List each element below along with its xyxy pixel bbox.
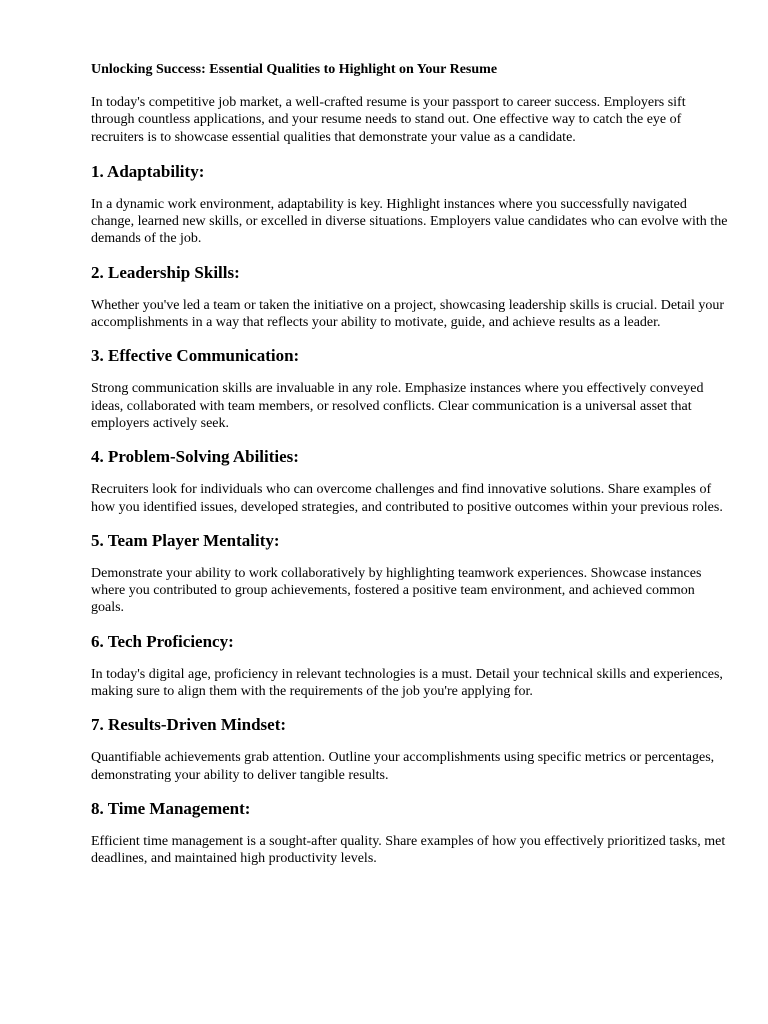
section-body: Efficient time management is a sought-after quality. Share examples of how you effectively prioritized tasks, met deadlines, and maintained high productivity levels.	[91, 833, 726, 867]
intro-paragraph: In today's competitive job market, a well-crafted resume is your passport to career success. Employers sift through countless applications, and your resume needs to stand out. One effective way to catch the eye of recruiters is to showcase essential qualities that demonstrate your value as a candidate.	[91, 95, 686, 145]
document-title: Unlocking Success: Essential Qualities to Highlight on Your Resume	[91, 62, 498, 77]
section-heading: 5. Team Player Mentality:	[91, 530, 280, 550]
section-heading: 6. Tech Proficiency:	[91, 631, 234, 651]
section-effective-communication	[91, 346, 728, 432]
section-heading: 4. Problem-Solving Abilities:	[91, 447, 299, 467]
section-body: Quantifiable achievements grab attention. Outline your accomplishments using specific metrics or percentages, demonstrating your ability to deliver tangible results.	[91, 750, 715, 783]
section-body: Recruiters look for individuals who can overcome challenges and find innovative solutions. Share examples of how you identified issues, developed strategies, and contributed to positive outcomes within your previous roles.	[91, 482, 723, 515]
section-body: In a dynamic work environment, adaptability is key. Highlight instances where you successfully navigated change, learned new skills, or excelled in diverse situations. Employers value candidates who can evolve with the demands of the job.	[91, 196, 728, 247]
section-heading: 2. Leadership Skills:	[91, 262, 240, 282]
section-problem-solving	[91, 447, 728, 516]
section-heading: 7. Results-Driven Mindset:	[91, 715, 287, 735]
section-adaptability	[91, 162, 728, 248]
section-heading: 3. Effective Communication:	[91, 346, 300, 366]
section-heading: 8. Time Management:	[91, 798, 251, 818]
section-body: Demonstrate your ability to work collaboratively by highlighting teamwork experiences. Showcase instances where you contributed to group achievements, fostered a positive team environment, and achieved common goals.	[91, 565, 702, 616]
section-tech-proficiency	[91, 632, 728, 701]
section-heading: 1. Adaptability:	[91, 161, 205, 181]
section-team-player	[91, 531, 728, 617]
section-leadership-skills	[91, 263, 728, 332]
section-body: In today's digital age, proficiency in relevant technologies is a must. Detail your technical skills and experiences, making sure to align them with the requirements of the job you're applying for.	[91, 666, 723, 700]
section-body: Whether you've led a team or taken the initiative on a project, showcasing leadership skills is crucial. Detail your accomplishments in a way that reflects your ability to motivate, guide, and achieve results as a leader.	[91, 297, 725, 331]
section-body: Strong communication skills are invaluable in any role. Emphasize instances where you effectively conveyed ideas, collaborated with team members, or resolved conflicts. Clear communication is a universal asset that employers actively seek.	[91, 381, 704, 431]
section-time-management	[91, 799, 728, 868]
section-results-driven	[91, 715, 728, 784]
